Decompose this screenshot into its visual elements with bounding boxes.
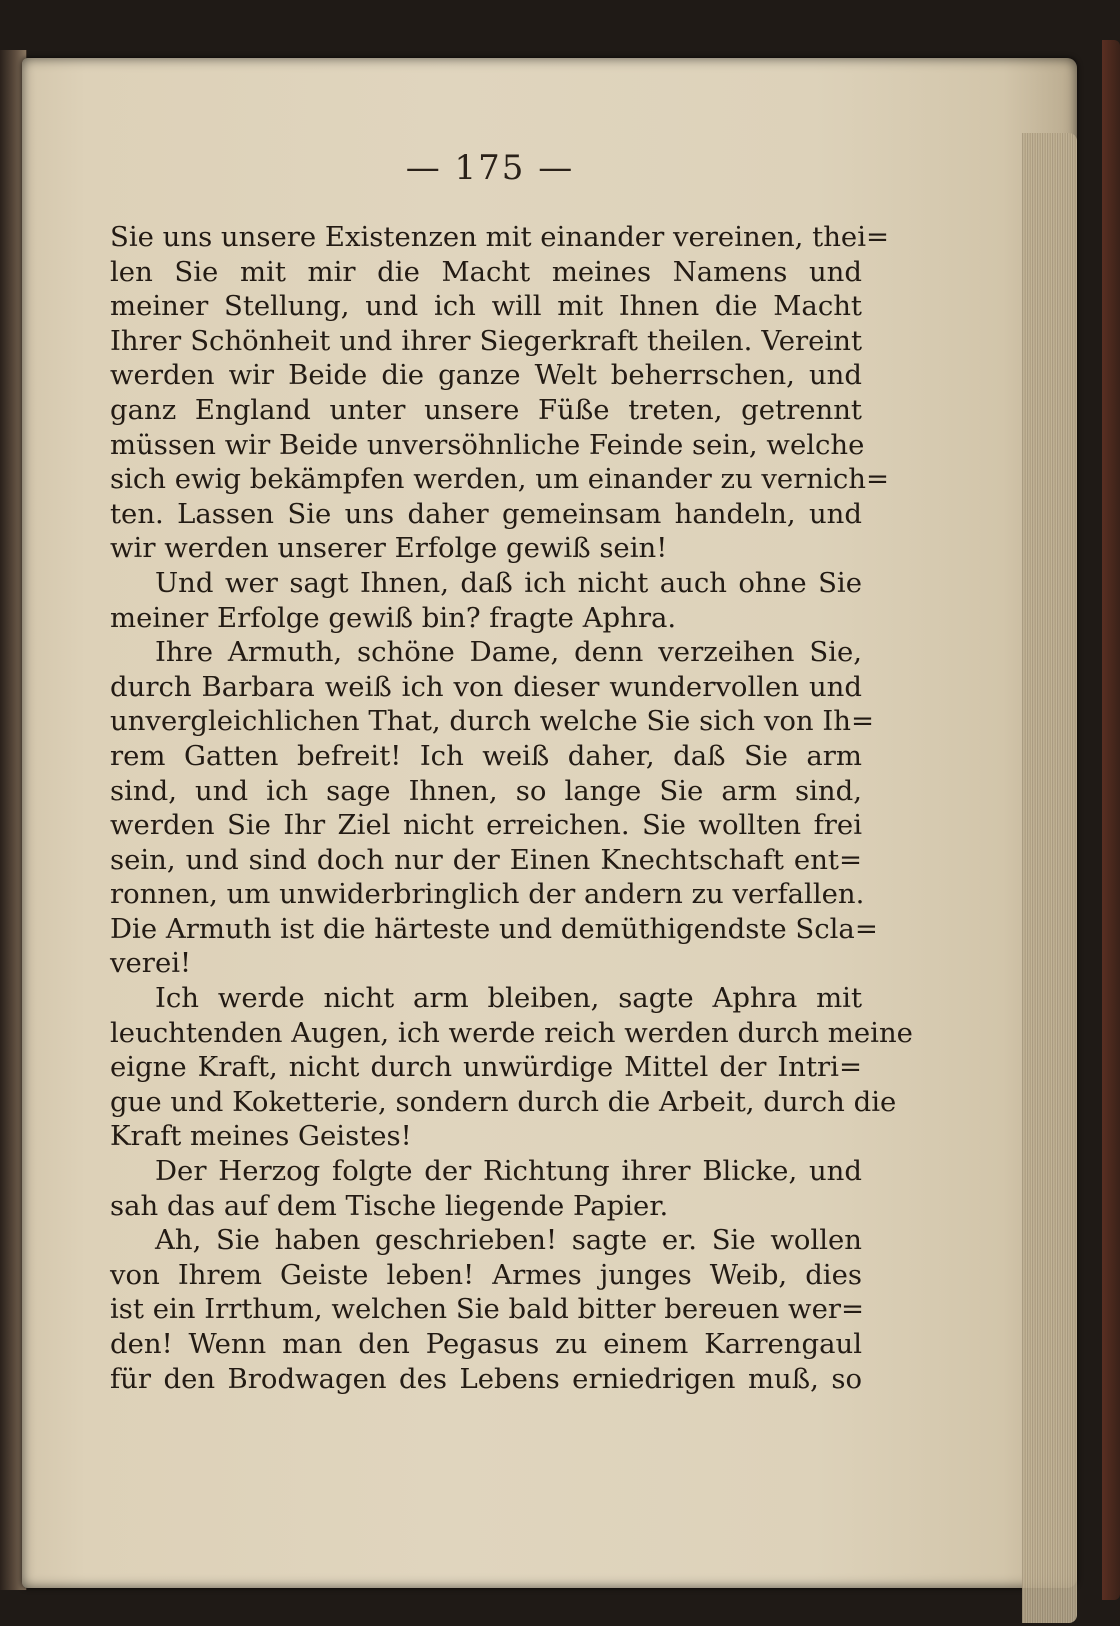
text-line: ten. Lassen Sie uns daher gemeinsam handeln, und	[110, 497, 862, 530]
text-line: wir werden unserer Erfolge gewiß sein!	[110, 532, 668, 565]
text-line: sah das auf dem Tische liegende Papier.	[110, 1189, 669, 1222]
text-line: ronnen, um unwiderbringlich der andern zu verfallen.	[110, 878, 865, 911]
text-line: Ah, Sie haben geschrieben! sagte er. Sie wollen	[155, 1224, 862, 1257]
text-line: müssen wir Beide unversöhnliche Feinde sein, welche	[110, 428, 865, 461]
text-line: sein, und sind doch nur der Einen Knechtschaft ent=	[110, 843, 862, 876]
text-line: für den Brodwagen des Lebens erniedrigen muß, so	[110, 1362, 862, 1395]
text-line: durch Barbara weiß ich von dieser wundervollen und	[110, 670, 862, 703]
text-line: len Sie mit mir die Macht meines Namens und	[110, 255, 862, 288]
text-line: den! Wenn man den Pegasus zu einem Karrengaul	[110, 1328, 862, 1360]
text-line: ist ein Irrthum, welchen Sie bald bitter bereuen wer=	[110, 1293, 865, 1326]
text-line: Ich werde nicht arm bleiben, sagte Aphra mit	[155, 982, 862, 1015]
text-line: Ihre Armuth, schöne Dame, denn verzeihen Sie,	[155, 636, 862, 669]
text-line: werden Sie Ihr Ziel nicht erreichen. Sie wollten frei	[110, 809, 862, 842]
book-cover-edge	[1102, 40, 1120, 1600]
text-line: sich ewig bekämpfen werden, um einander zu vernich=	[110, 463, 890, 496]
body-text	[110, 220, 913, 1396]
text-line: meiner Stellung, und ich will mit Ihnen die Macht	[110, 290, 862, 323]
text-line: von Ihrem Geiste leben! Armes junges Weib, dies	[110, 1258, 862, 1291]
text-line: verei!	[110, 947, 192, 980]
text-line: ganz England unter unsere Füße treten, getrennt	[110, 393, 862, 426]
page-number: — 175 —	[405, 148, 575, 188]
text-line: sind, und ich sage Ihnen, so lange Sie arm sind,	[110, 774, 862, 807]
text-line: Ihrer Schönheit und ihrer Siegerkraft theilen. Vereint	[110, 324, 862, 357]
text-line: Sie uns unsere Existenzen mit einander vereinen, thei=	[110, 221, 890, 253]
text-line: meiner Erfolge gewiß bin? fragte Aphra.	[110, 601, 677, 634]
page-stack-edge	[1022, 133, 1077, 1623]
text-line: Die Armuth ist die härteste und demüthigendste Scla=	[110, 912, 878, 945]
text-line: rem Gatten befreit! Ich weiß daher, daß Sie arm	[110, 739, 862, 772]
text-line: Kraft meines Geistes!	[110, 1120, 412, 1153]
text-line: unvergleichlichen That, durch welche Sie sich von Ih=	[110, 705, 874, 738]
text-line: eigne Kraft, nicht durch unwürdige Mittel der Intri=	[110, 1051, 862, 1084]
text-line: werden wir Beide die ganze Welt beherrschen, und	[110, 359, 862, 392]
text-line: Und wer sagt Ihnen, daß ich nicht auch ohne Sie	[155, 566, 862, 599]
text-line: Der Herzog folgte der Richtung ihrer Blicke, und	[155, 1155, 862, 1188]
text-line: gue und Koketterie, sondern durch die Arbeit, durch die	[110, 1085, 897, 1118]
text-line: leuchtenden Augen, ich werde reich werden durch meine	[110, 1016, 913, 1049]
